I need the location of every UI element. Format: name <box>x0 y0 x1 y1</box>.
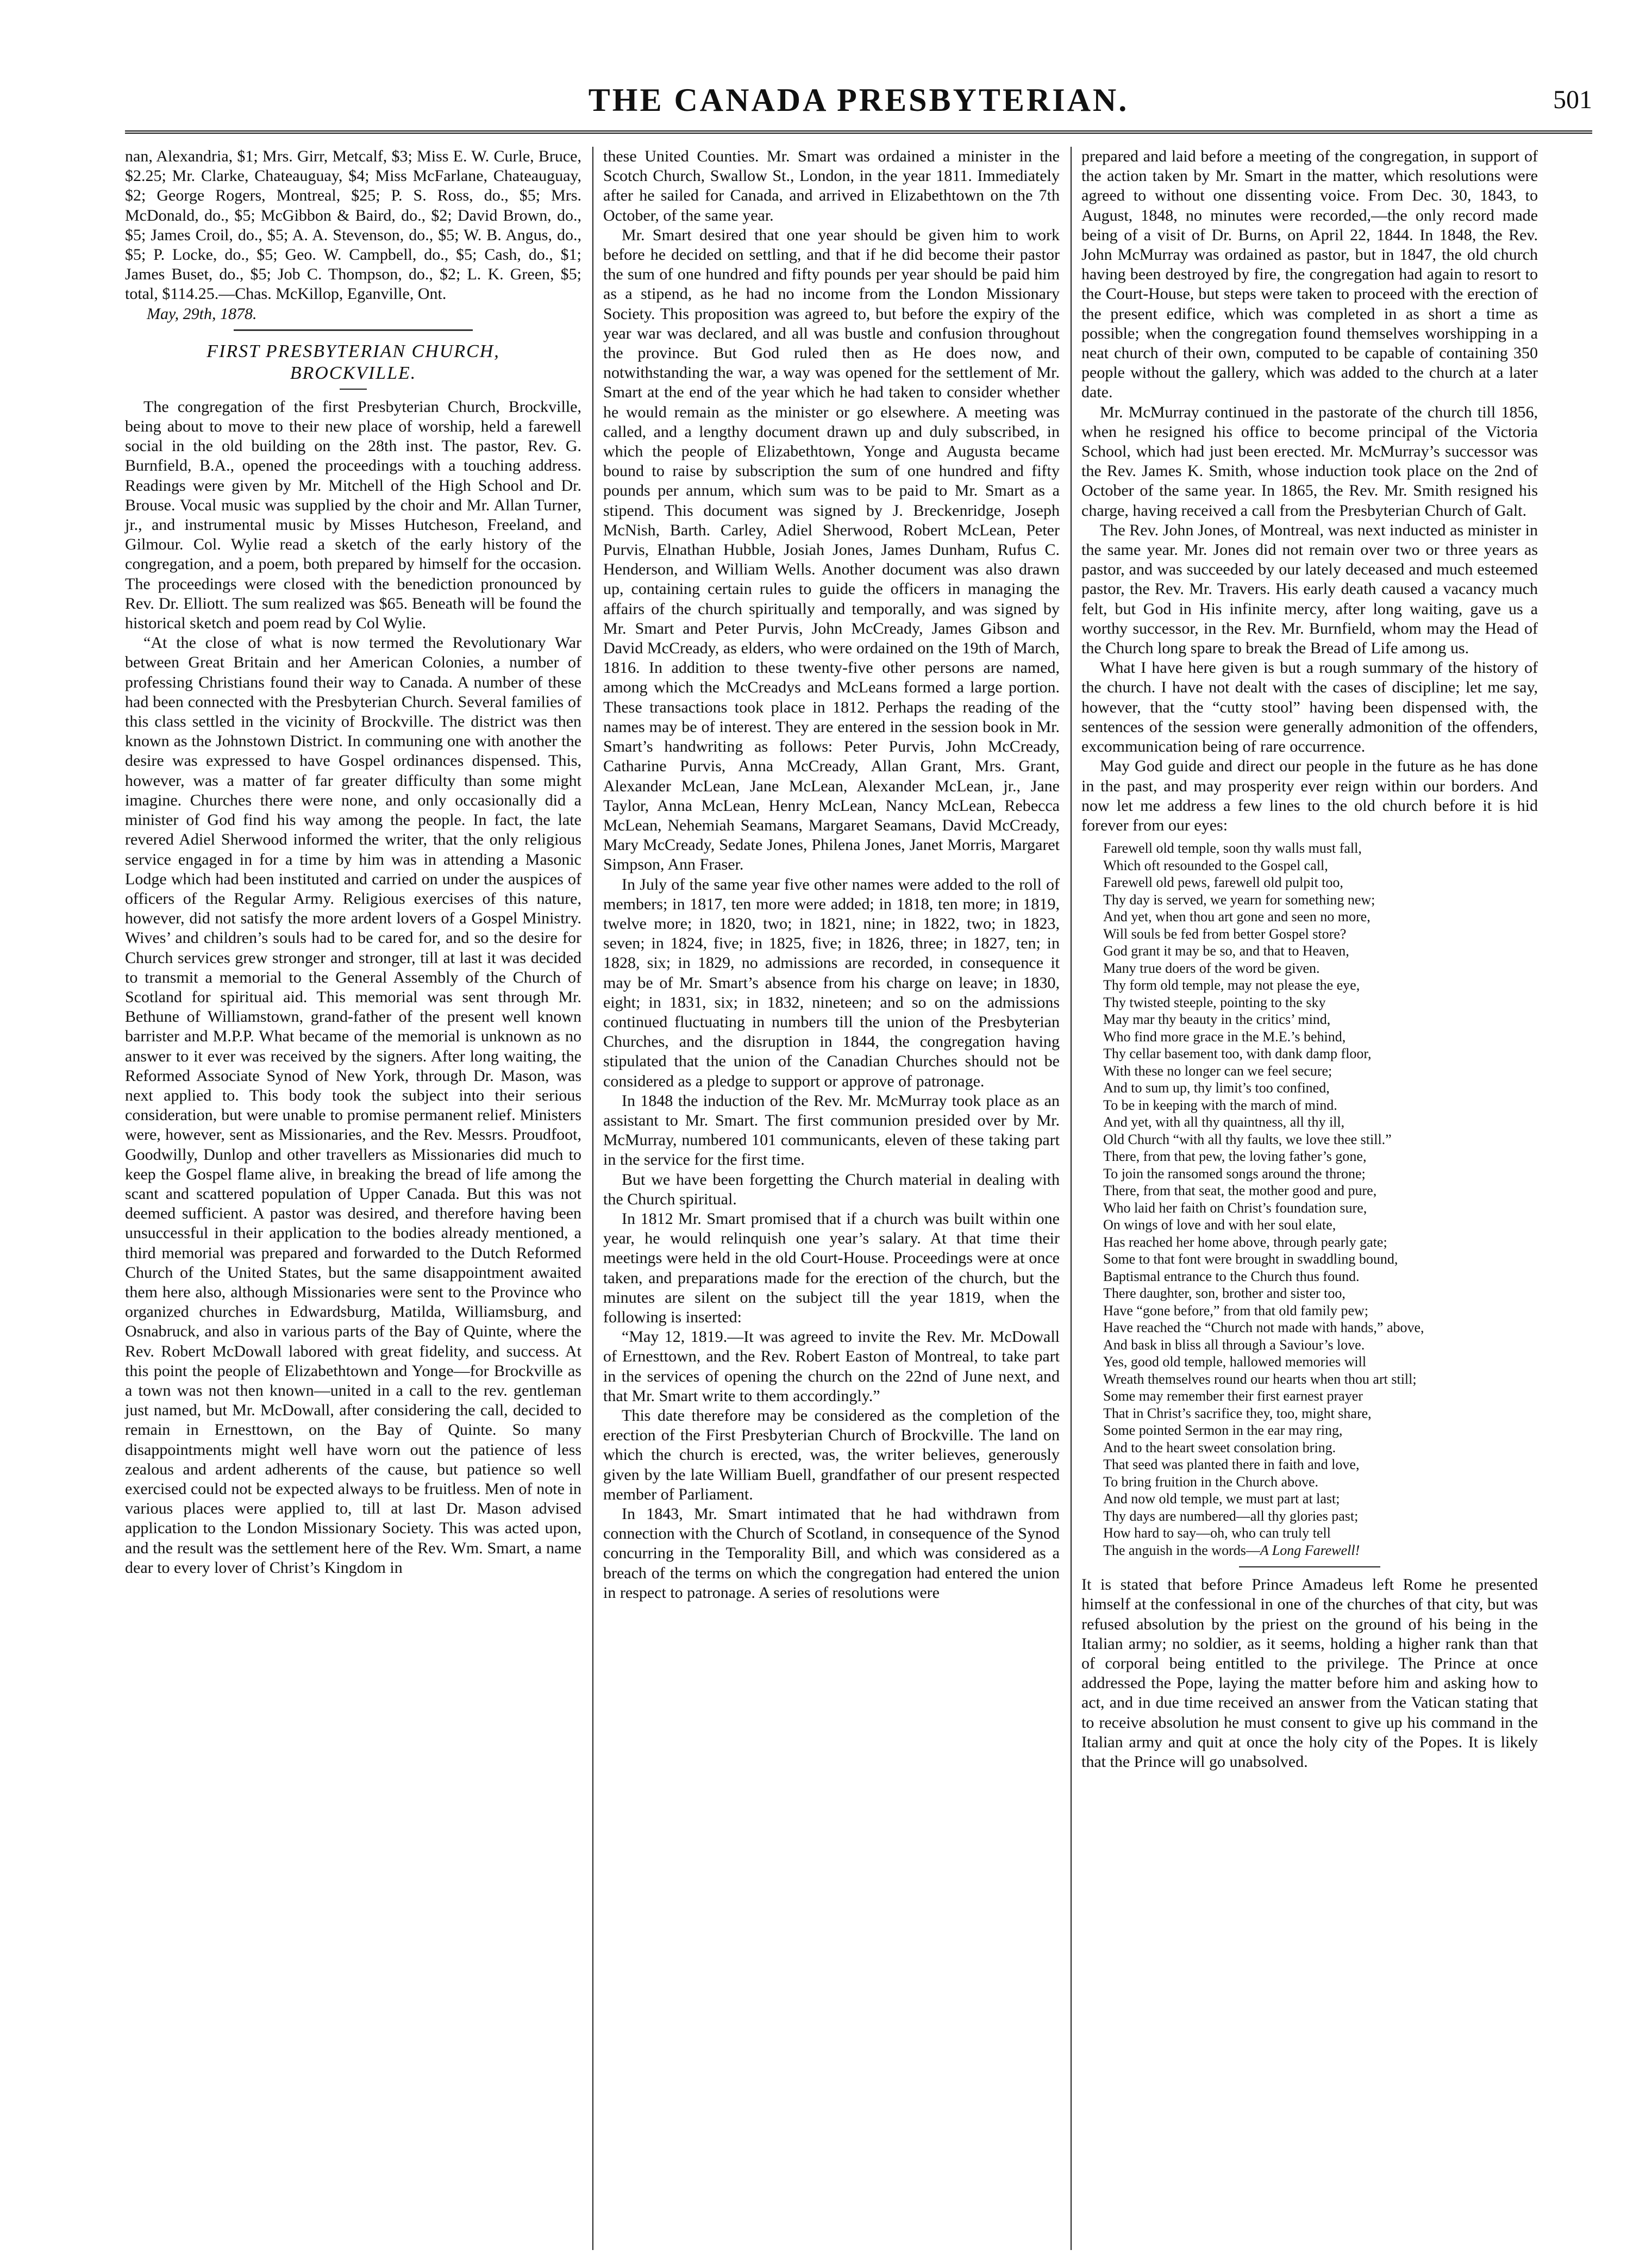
poem-line: Many true doers of the word be given. <box>1103 960 1320 976</box>
page-title: THE CANADA PRESBYTERIAN. <box>588 82 1129 118</box>
paragraph: What I have here given is but a rough summary of the history of the church. I have not dealt with the cases of discipline; let me say, however, that the “cutty stool” having been dispensed with, the sentences of the session were generally admonition of the offenders, excommunication being of rare occurrence. <box>1081 659 1538 756</box>
masthead <box>125 82 1592 130</box>
paragraph: Mr. Smart desired that one year should be given him to work before he decided on settling, and that if he did become their pastor the sum of one hundred and fifty pounds per year should be paid him as a stipend, as he had no income from the London Missionary Society. This proposition was agreed to, but before the expiry of the year war was declared, and all was bustle and confusion throughout the province. But God ruled then as He does now, and notwithstanding the war, a way was opened for the settlement of Mr. Smart at the end of the year which he had taken to consider whether he would remain as the minister or go elsewhere. A meeting was called, and a lengthy document drawn up and duly subscribed, in which the people of Elizabethtown, Yonge and Augusta became bound to raise by subscription the sum of one hundred and fifty pounds per annum, which sum was to be paid to Mr. Smart as a stipend. This document was signed by J. Breckenridge, Joseph McNish, Barth. Carley, Adiel Sherwood, Robert McLean, Peter Purvis, Elnathan Hubble, Josiah Jones, James Dunham, Rufus C. Henderson, and William Wells. Another document was also drawn up, containing certain rules to guide the officers in managing the affairs of the church spiritually and temporally, and was signed by Mr. Smart and Peter Purvis, John McCready, James Gibson and David McCready, as elders, who were ordained on the 19th of March, 1816. In addition to these twenty-five other persons are named, among which the McCreadys and McLeans formed a large portion. These transactions took place in 1812. Perhaps the reading of the names may be of interest. They are entered in the session book in Mr. Smart’s handwriting as follows: Peter Purvis, John McCready, Catharine Purvis, Anna McCready, Allan Grant, Mrs. Grant, Alexander McLean, Jane McLean, Alexander McLean, jr., Jane Taylor, Anna McLean, Henry McLean, Nancy McLean, Rebecca McLean, Nehemiah Seamans, Margaret Seamans, David McCready, Mary McCready, Sedate Jones, Philena Jones, Janet Morris, Margaret Simpson, Ann Fraser. <box>603 226 1060 874</box>
paragraph: But we have been forgetting the Church material in dealing with the Church spiritual. <box>603 1170 1060 1208</box>
paragraph: In 1812 Mr. Smart promised that if a church was built within one year, he would relinquish one year’s salary. At that time their meetings were held in the old Court-House. Proceedings were at once taken, and preparations made for the erection of the church, but the minutes are silent on the subject till the year 1819, when the following is inserted: <box>603 1209 1060 1326</box>
poem-line: God grant it may be so, and that to Heaven, <box>1103 943 1349 959</box>
heading-line: BROCKVILLE. <box>290 363 417 383</box>
poem-line: And bask in bliss all through a Saviour’s love. <box>1103 1336 1365 1353</box>
paragraph: Mr. McMurray continued in the pastorate of the church till 1856, when he resigned his office to become principal of the Victoria School, which had just been erected. Mr. McMurray’s successor was the Rev. James K. Smith, whose induction took place on the 2nd of October of the same year. In 1865, the Rev. Mr. Smith resigned his charge, having received a call from the Presbyterian Church of Galt. <box>1081 403 1538 520</box>
poem-line: Thy days are numbered—all thy glories past; <box>1103 1508 1359 1524</box>
poem-line: Who find more grace in the M.E.’s behind, <box>1103 1028 1346 1045</box>
poem-line: Farewell old temple, soon thy walls must fall, <box>1103 840 1362 857</box>
poem-line: How hard to say—oh, who can truly tell <box>1103 1525 1331 1541</box>
column-2 <box>603 147 1060 1603</box>
article-heading <box>125 341 581 384</box>
poem-line: Thy twisted steeple, pointing to the sky <box>1103 994 1326 1010</box>
column-divider <box>592 147 593 2250</box>
poem-line: Yes, good old temple, hallowed memories will <box>1103 1354 1367 1370</box>
paragraph: these United Counties. Mr. Smart was ordained a minister in the Scotch Church, Swallow St., London, in the year 1811. Immediately after he sailed for Canada, and arrived in Elizabethtown on the 7th October, of the same year. <box>603 147 1060 224</box>
poem <box>1103 840 1538 1559</box>
paragraph: This date therefore may be considered as the completion of the erection of the First Presbyterian Church of Brockville. The land on which the church is erected, was, the writer believes, generously given by the late William Buell, grandfather of our present respected member of Parliament. <box>603 1407 1060 1503</box>
dateline: May, 29th, 1878. <box>147 304 257 323</box>
poem-line: The anguish in the words— <box>1103 1542 1260 1558</box>
poem-line: Some may remember their first earnest prayer <box>1103 1388 1363 1404</box>
column-3 <box>1081 147 1538 1772</box>
poem-line: Has reached her home above, through pearly gate; <box>1103 1234 1387 1250</box>
page-number: 501 <box>1553 85 1592 114</box>
poem-line: And yet, with all thy quaintness, all thy ill, <box>1103 1114 1345 1130</box>
poem-signoff: A Long Farewell! <box>1260 1542 1360 1558</box>
poem-line: With these no longer can we feel secure; <box>1103 1063 1332 1079</box>
poem-line: Which oft resounded to the Gospel call, <box>1103 857 1328 873</box>
poem-line: Some pointed Sermon in the ear may ring, <box>1103 1422 1343 1439</box>
poem-line: Old Church “with all thy faults, we love thee still.” <box>1103 1131 1392 1147</box>
paragraph: “At the close of what is now termed the Revolutionary War between Great Britain and her American Colonies, a number of professing Christians found their way to Canada. A number of these had been connected with the Presbyterian Church. Several families of this class settled in the vicinity of Brockville. The district was then known as the Johnstown District. In communing one with another the desire was expressed to have Gospel ordinances dispensed. This, however, was a matter of far greater difficulty than some might imagine. Churches there were none, and only occasionally did a minister of God find his way among the people. In fact, the late revered Adiel Sherwood informed the writer, that the only religious service engaged in for a time by him was in attending a Masonic Lodge which had been instituted and carried on under the auspices of officers of the Regular Army. Religious exercises of this nature, however, did not satisfy the more ardent lovers of a Gospel Ministry. Wives’ and children’s souls had to be cared for, and so the desire for Church services grew stronger and stronger, till at last it was decided to transmit a memorial to the General Assembly of the Church of Scotland for spiritual aid. This memorial was sent through Mr. Bethune of Williamstown, grand-father of the present well known barrister and M.P.P. What became of the memorial is unknown as no answer to it ever was received by the signers. After long waiting, the Reformed Associate Synod of New York, through Dr. Mason, was next applied to. This body took the subject into their serious consideration, but were unable to promise permanent relief. Ministers were, however, sent as Missionaries, and the Rev. Messrs. Proudfoot, Goodwilly, Dunlop and other travellers as Missionaries did much to keep the Gospel flame alive, in breaking the bread of life among the scant and scattered population of Upper Canada. But this was not deemed sufficient. A pastor was desired, and therefore having been unsuccessful in their application to the bodies already mentioned, a third memorial was prepared and forwarded to the Dutch Reformed Church of the United States, but the same disappointment awaited them here also, although Missionaries were sent to the Province who organized churches in Edwardsburg, Matilda, Williamsburg, and Osnabruck, and also in various parts of the Bay of Quinte, where the Rev. Robert McDowall labored with great fidelity, and success. At this point the people of Elizabethtown and Yonge—for Brockville as a town was not then known—united in a call to the rev. gentleman just named, but Mr. McDowall, after considering the call, decided to remain in Ernesttown, on the Bay of Quinte. So many disappointments might well have worn out the patience of less zealous and ardent adherents of the cause, but patience so well exercised could not be expected always to be fruitless. Men of note in various places were applied to, till at last Dr. Mason advised application to the London Missionary Society. This was acted upon, and the result was the settlement here of the Rev. Wm. Smart, a name dear to every lover of Christ’s Kingdom in <box>125 634 581 1577</box>
poem-line: Baptismal entrance to the Church thus found. <box>1103 1268 1360 1284</box>
heading-dash <box>340 389 367 390</box>
poem-line: Thy day is served, we yearn for something new; <box>1103 891 1375 908</box>
header-rule <box>125 130 1592 134</box>
paragraph: In July of the same year five other names were added to the roll of members; in 1817, ten more were added; in 1818, ten more; in 1819, twelve more; in 1820, two; in 1821, nine; in 1822, two; in 1823, seven; in 1824, five; in 1825, five; in 1826, three; in 1827, ten; in 1828, six; in 1829, no admissions are recorded, in consequence it may be of Mr. Smart’s absence from his charge on leave; in 1830, eight; in 1831, six; in 1832, nineteen; and so on the admissions continued fluctuating in numbers till the union of the Presbyterian Churches, and the disruption in 1844, the congregation having stipulated that the union of the Canadian Churches should not be considered as a pledge to support or approve of patronage. <box>603 875 1060 1090</box>
paragraph: May God guide and direct our people in the future as he has done in the past, and may prosperity ever reign within our borders. And now let me address a few lines to the old church before it is hid forever from our eyes: <box>1081 757 1538 834</box>
poem-line: Have “gone before,” from that old family pew; <box>1103 1302 1369 1319</box>
section-separator <box>234 329 473 331</box>
paragraph: The congregation of the first Presbyterian Church, Brockville, being about to move to their new place of worship, held a farewell social in the old building on the 28th inst. The pastor, Rev. G. Burnfield, B.A., opened the proceedings with a touching address. Readings were given by Mr. Mitchell of the High School and Dr. Brouse. Vocal music was supplied by the choir and Mr. Allan Turner, jr., and instrumental music by Misses Hutcheson, Freeland, and Gilmour. Col. Wylie read a sketch of the early history of the congregation, and a poem, both prepared by himself for the occasion. The proceedings were closed with the benediction pronounced by Rev. Dr. Elliott. The sum realized was $65. Beneath will be found the historical sketch and poem read by Col Wylie. <box>125 397 581 633</box>
poem-line: And to sum up, thy limit’s too confined, <box>1103 1080 1330 1096</box>
poem-line: There, from that pew, the loving father’s gone, <box>1103 1148 1367 1165</box>
poem-line: On wings of love and with her soul elate, <box>1103 1217 1336 1233</box>
poem-line: That in Christ’s sacrifice they, too, might share, <box>1103 1405 1372 1421</box>
poem-line: Thy form old temple, may not please the eye, <box>1103 977 1360 993</box>
paragraph: prepared and laid before a meeting of the congregation, in support of the action taken by Mr. Smart in the matter, which resolutions were agreed to without one dissenting voice. From Dec. 30, 1843, to August, 1848, no minutes were recorded,—the only record made being of a visit of Dr. Burns, on April 22, 1844. In 1848, the Rev. John McMurray was ordained as pastor, but in 1847, the old church having been destroyed by fire, the congregation had again to resort to the Court-House, but steps were taken to proceed with the erection of the present edifice, which was completed in as short a time as possible; when the congregation found themselves worshipping in a neat church of their own, computed to be capable of containing 350 people without the gallery, which was added to the church at a later date. <box>1081 147 1538 402</box>
poem-line: Some to that font were brought in swaddling bound, <box>1103 1251 1398 1267</box>
section-separator <box>1239 1566 1380 1567</box>
poem-line: To be in keeping with the march of mind. <box>1103 1097 1337 1113</box>
poem-line: To bring fruition in the Church above. <box>1103 1473 1319 1490</box>
paragraph: In 1843, Mr. Smart intimated that he had withdrawn from connection with the Church of Scotland, in consequence of the Synod concurring in the Temporality Bill, and which was considered as a breach of the terms on which the congregation had entered the union in respect to patronage. A series of resolutions were <box>603 1505 1060 1602</box>
paragraph: It is stated that before Prince Amadeus left Rome he presented himself at the confessional in one of the churches of that city, but was refused absolution by the priest on the ground of his being in the Italian army; no soldier, as it seems, holding a higher rank than that of corporal being entitled to the privilege. The Prince at once addressed the Pope, laying the matter before him and asking how to act, and in due time received an answer from the Vatican stating that to receive absolution he must consent to give up his command in the Italian army and quit at once the holy city of the Popes. It is likely that the Prince will go unabsolved. <box>1081 1576 1538 1771</box>
poem-line: And yet, when thou art gone and seen no more, <box>1103 909 1371 925</box>
poem-line: Who laid her faith on Christ’s foundation sure, <box>1103 1199 1367 1216</box>
paragraph: In 1848 the induction of the Rev. Mr. McMurray took place as an assistant to Mr. Smart. The first communion presided over by Mr. McMurray, numbered 101 communicants, eleven of these taking part in the service for the first time. <box>603 1091 1060 1169</box>
paragraph: The Rev. John Jones, of Montreal, was next inducted as minister in the same year. Mr. Jones did not remain over two or three years as pastor, and was succeeded by our lately deceased and much esteemed pastor, the Rev. Mr. Travers. His early death caused a vacancy much felt, but God in His infinite mercy, after long waiting, gave us a worthy successor, in the Rev. Mr. Burnfield, whom may the Head of the Church long spare to break the Bread of Life among us. <box>1081 521 1538 658</box>
heading-line: FIRST PRESBYTERIAN CHURCH, <box>206 341 500 361</box>
column-divider <box>1071 147 1072 2250</box>
contributions-list: nan, Alexandria, $1; Mrs. Girr, Metcalf, $3; Miss E. W. Curle, Bruce, $2.25; Mr. Clarke, Chateauguay, $4; Miss McFarlane, Chateauguay, $2; George Rogers, Montreal, $25; P. S. Ross, do., $5; Mrs. McDonald, do., $5; McGibbon & Baird, do., $2; David Brown, do., $5; James Croil, do., $5; A. A. Stevenson, do., $5; W. B. Angus, do., $5; P. Locke, do., $5; Geo. W. Campbell, do., $5; Cash, do., $1; James Buset, do., $5; Job C. Thompson, do., $2; L. K. Green, $5; total, $114.25.—Chas. McKillop, Eganville, Ont. <box>125 147 581 303</box>
poem-line: Will souls be fed from better Gospel store? <box>1103 926 1347 942</box>
poem-line: There daughter, son, brother and sister too, <box>1103 1285 1346 1302</box>
poem-line: Farewell old pews, farewell old pulpit too, <box>1103 874 1343 891</box>
poem-line: And now old temple, we must part at last; <box>1103 1491 1340 1507</box>
poem-last-line <box>1103 1542 1538 1559</box>
poem-line: That seed was planted there in faith and love, <box>1103 1457 1360 1473</box>
poem-line: May mar thy beauty in the critics’ mind, <box>1103 1011 1331 1028</box>
poem-line: To join the ransomed songs around the throne; <box>1103 1165 1366 1182</box>
poem-line: There, from that seat, the mother good and pure, <box>1103 1183 1377 1199</box>
poem-line: And to the heart sweet consolation bring. <box>1103 1439 1336 1455</box>
paragraph: “May 12, 1819.—It was agreed to invite the Rev. Mr. McDowall of Ernesttown, and the Rev. Robert Easton of Montreal, to take part in the services of opening the church on the 22nd of June next, and that Mr. Smart write to them accordingly.” <box>603 1328 1060 1405</box>
poem-line: Have reached the “Church not made with hands,” above, <box>1103 1320 1424 1336</box>
column-1 <box>125 147 581 1578</box>
poem-line: Thy cellar basement too, with dank damp floor, <box>1103 1046 1372 1062</box>
poem-line: Wreath themselves round our hearts when thou art still; <box>1103 1371 1417 1387</box>
